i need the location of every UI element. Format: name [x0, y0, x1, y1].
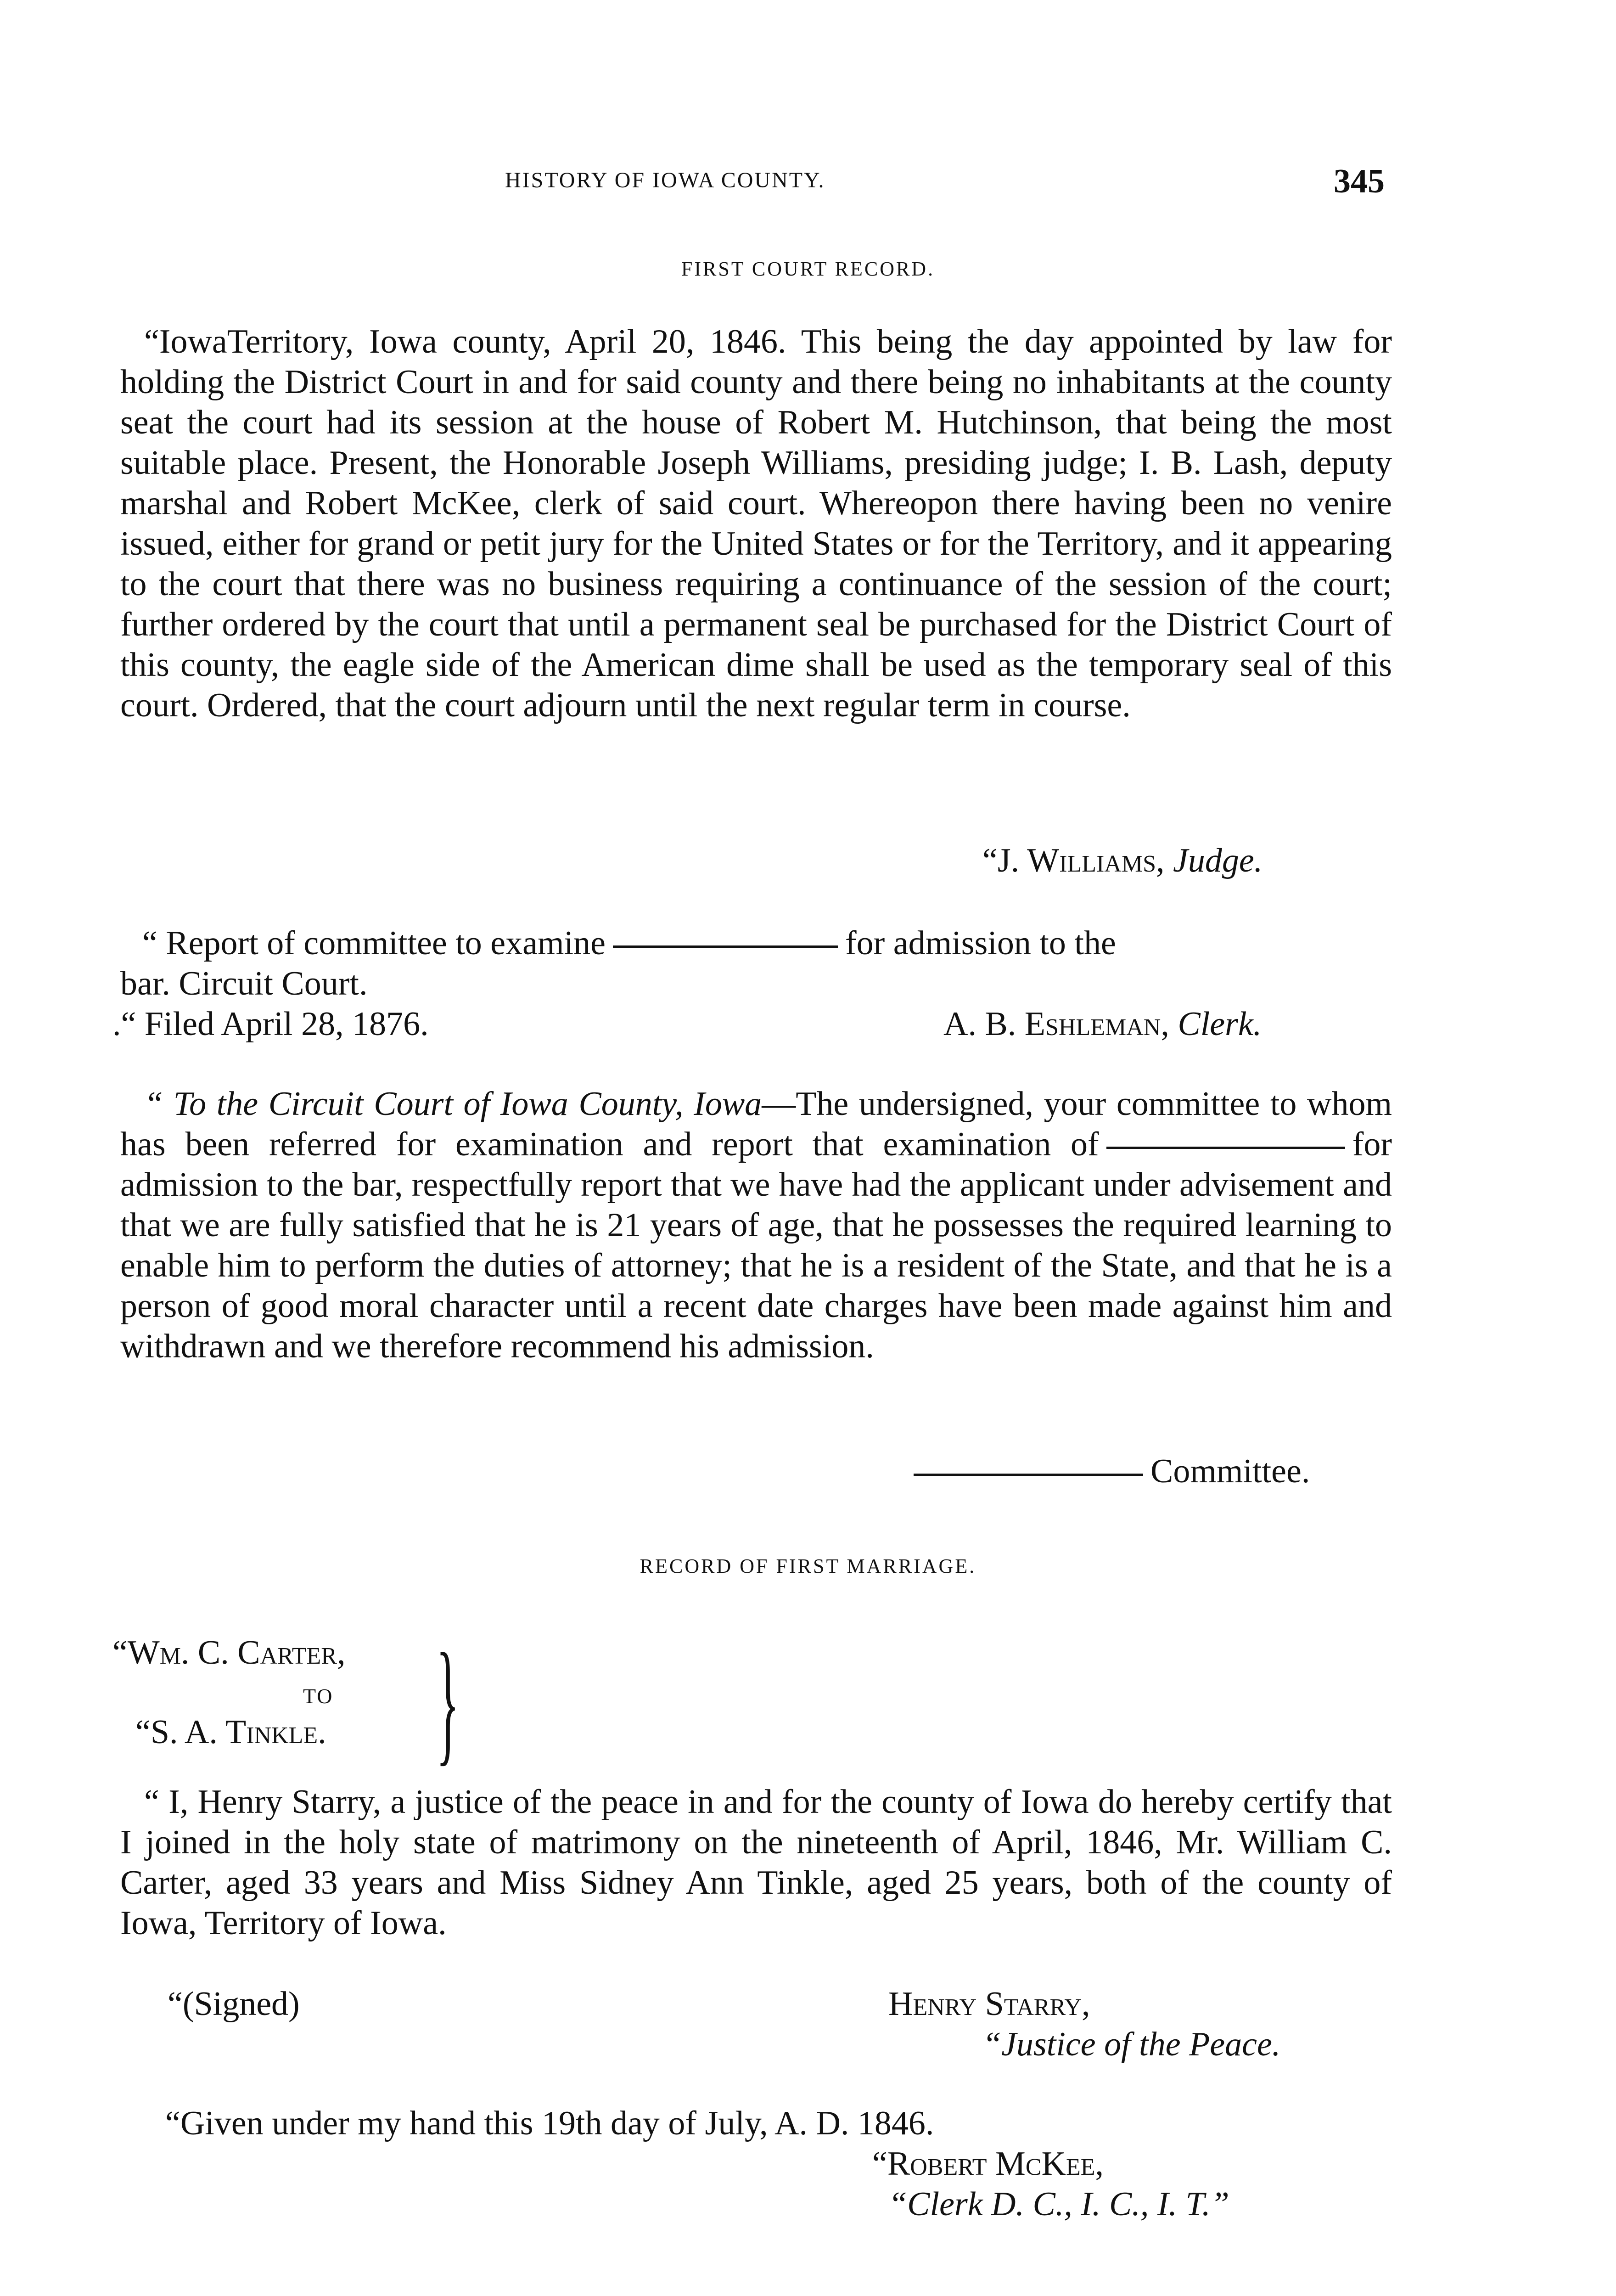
first-marriage-heading: RECORD OF FIRST MARRIAGE.	[640, 1555, 976, 1577]
address-text: —The undersigned, your committee to whom has been referred for examination and report that examination of	[120, 1085, 1392, 1163]
committee-signature	[914, 1451, 1310, 1491]
judge-name: “J. Williams,	[982, 842, 1165, 879]
blank-name-line	[613, 945, 838, 948]
justice-name: Henry Starry,	[888, 1985, 1090, 2023]
address-text-continued: for admission to the bar, respectfully report that we have had the applicant under advisement and that we are fully satisfied that he is 21 years of age, that he possesses the required learning to enable him to perform the duties of attorney; that he is a resident of the State, and that he is a person of good moral character until a recent date charges have been made against him and withdrawn and we therefore recommend his admission.	[120, 1125, 1392, 1365]
clerk-name: A. B. Eshleman,	[943, 1005, 1169, 1043]
marriage-certificate-paragraph: “ I, Henry Starry, a justice of the peace in and for the county of Iowa do hereby certify that I joined in the holy state of matrimony on the nineteenth of April, 1846, Mr. William C. Carter, aged 33 years and Miss Sidney Ann Tinkle, aged 25 years, both of the county of Iowa, Territory of Iowa.	[120, 1783, 1392, 1942]
blank-applicant-line	[1106, 1147, 1345, 1149]
committee-report-line-2: bar. Circuit Court.	[120, 965, 368, 1002]
to-word: TO	[303, 1684, 334, 1708]
clerk-court-title: “Clerk D. C., I. C., I. T.”	[888, 2185, 1229, 2223]
page-number: 345	[1334, 163, 1385, 200]
bride-name: “S. A. Tinkle.	[135, 1713, 326, 1751]
robert-mckee-signature: “Robert McKee,	[872, 2145, 1104, 2183]
brace-symbol: }	[436, 1625, 460, 1778]
justice-title: “Justice of the Peace.	[982, 2026, 1281, 2063]
judge-signature	[982, 840, 1262, 881]
committee-blank-line	[914, 1474, 1143, 1476]
filed-line: .“ Filed April 28, 1876.	[112, 1005, 429, 1043]
first-court-record-paragraph: “IowaTerritory, Iowa county, April 20, 1846. This being the day appointed by law for holding the District Court in and for said county and there being no inhabitants at the county seat the court had its session at the house of Robert M. Hutchinson, that being the most suitable place. Present, the Honorable Joseph Williams, presiding judge; I. B. Lash, deputy marshal and Robert McKee, clerk of said court. Whereopon there having been no venire issued, either for grand or petit jury for the United States or for the Territory, and it appearing to the court that there was no business requiring a continuance of the session of the court; further ordered by the court that until a permanent seal be purchased for the District Court of this county, the eagle side of the American dime shall be used as the temporary seal of this court. Ordered, that the court adjourn until the next regular term in course.	[120, 323, 1392, 724]
committee-report-line-1-start: “ Report of committee to examine	[142, 924, 606, 962]
committee-report-line-1-end: for admission to the	[845, 924, 1116, 962]
clerk-signature	[943, 1004, 1262, 1044]
running-head-title: HISTORY OF IOWA COUNTY.	[505, 168, 825, 192]
committee-address-paragraph	[120, 1084, 1392, 1367]
committee-label: Committee.	[1150, 1452, 1310, 1490]
running-head	[0, 163, 1616, 204]
committee-report-line-1	[142, 923, 1116, 963]
clerk-title: Clerk.	[1178, 1005, 1262, 1043]
signed-label: “(Signed)	[168, 1985, 300, 2023]
address-salutation: “ To the Circuit Court of Iowa County, Iowa	[144, 1085, 762, 1123]
given-under-hand: “Given under my hand this 19th day of July, A. D. 1846.	[165, 2105, 934, 2142]
judge-title: Judge.	[1173, 842, 1263, 879]
groom-name: “Wm. C. Carter,	[112, 1634, 346, 1671]
first-court-record-heading: FIRST COURT RECORD.	[681, 258, 935, 280]
